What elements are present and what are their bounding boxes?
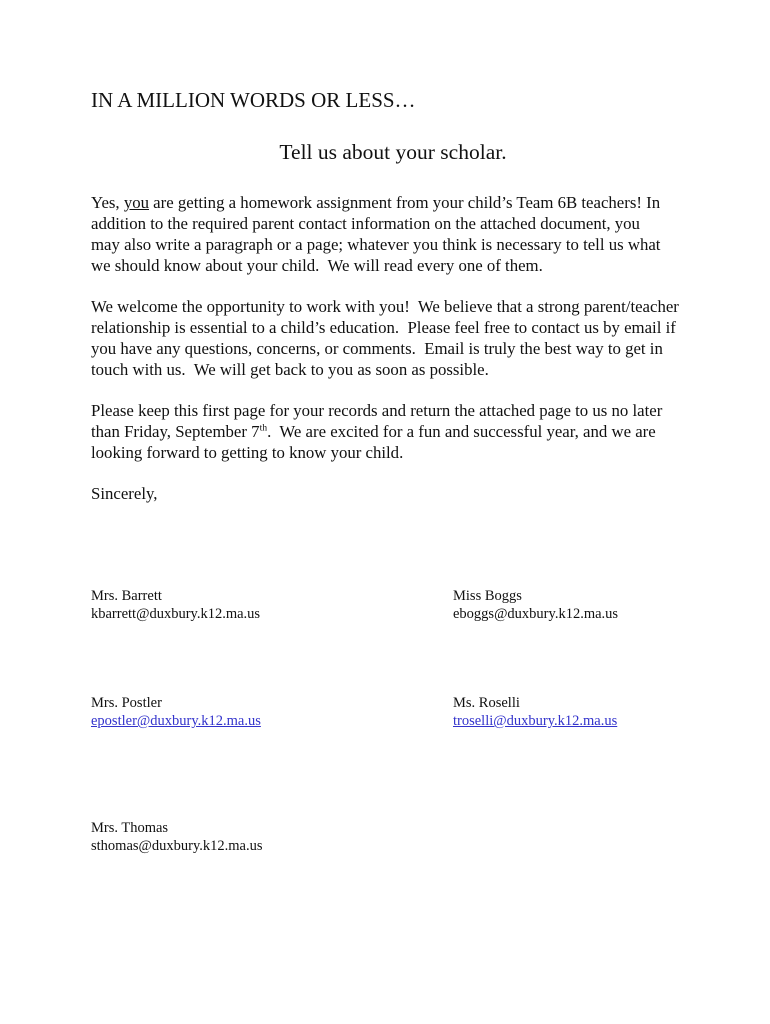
paragraph-line: We welcome the opportunity to work with you! We believe that a strong parent/teacher <box>91 297 679 316</box>
text-run: are getting a homework assignment from your child’s Team 6B teachers! In <box>148 193 661 212</box>
paragraph-line: Please keep this first page for your records and return the attached page to us no later <box>91 401 663 420</box>
signature-email: eboggs@duxbury.k12.ma.us <box>453 606 619 622</box>
signature-barrett <box>91 587 260 623</box>
paragraph-line: we should know about your child. We will read every one of them. <box>91 256 543 275</box>
signature-email: sthomas@duxbury.k12.ma.us <box>91 838 263 854</box>
paragraph-line: looking forward to getting to know your child. <box>91 443 404 462</box>
paragraph-line: touch with us. We will get back to you as soon as possible. <box>91 360 489 379</box>
emphasized-word: you <box>123 193 149 212</box>
signature-roselli <box>453 694 617 730</box>
paragraph-line <box>91 192 660 213</box>
ordinal-suffix: th <box>259 422 268 434</box>
signature-email: kbarrett@duxbury.k12.ma.us <box>91 606 261 622</box>
signature-thomas <box>91 819 263 855</box>
signature-name: Miss Boggs <box>453 588 522 604</box>
text-run: . We are excited for a fun and successful year, and we are <box>267 422 656 441</box>
paragraph-return-instructions <box>91 400 662 463</box>
letter-subtitle: Tell us about your scholar. <box>279 140 507 164</box>
signature-name: Mrs. Postler <box>91 695 162 711</box>
signature-boggs <box>453 587 618 623</box>
text-run: than Friday, September 7 <box>91 422 260 441</box>
letter-closing: Sincerely, <box>91 484 158 503</box>
email-link-postler[interactable]: epostler@duxbury.k12.ma.us <box>91 713 261 729</box>
signature-name: Mrs. Barrett <box>91 588 162 604</box>
paragraph-contact-us <box>91 296 679 380</box>
signature-postler <box>91 694 261 730</box>
signature-name: Mrs. Thomas <box>91 820 169 836</box>
paragraph-homework-intro <box>91 192 660 276</box>
paragraph-line <box>91 421 662 442</box>
text-run: Yes, <box>91 193 124 212</box>
letter-heading: IN A MILLION WORDS OR LESS… <box>91 88 416 112</box>
paragraph-line: you have any questions, concerns, or comments. Email is truly the best way to get in <box>91 339 663 358</box>
paragraph-line: may also write a paragraph or a page; whatever you think is necessary to tell us what <box>91 235 661 254</box>
paragraph-line: addition to the required parent contact information on the attached document, you <box>91 214 640 233</box>
email-link-roselli[interactable]: troselli@duxbury.k12.ma.us <box>453 713 618 729</box>
signature-name: Ms. Roselli <box>453 695 520 711</box>
paragraph-line: relationship is essential to a child’s education. Please feel free to contact us by email if <box>91 318 676 337</box>
